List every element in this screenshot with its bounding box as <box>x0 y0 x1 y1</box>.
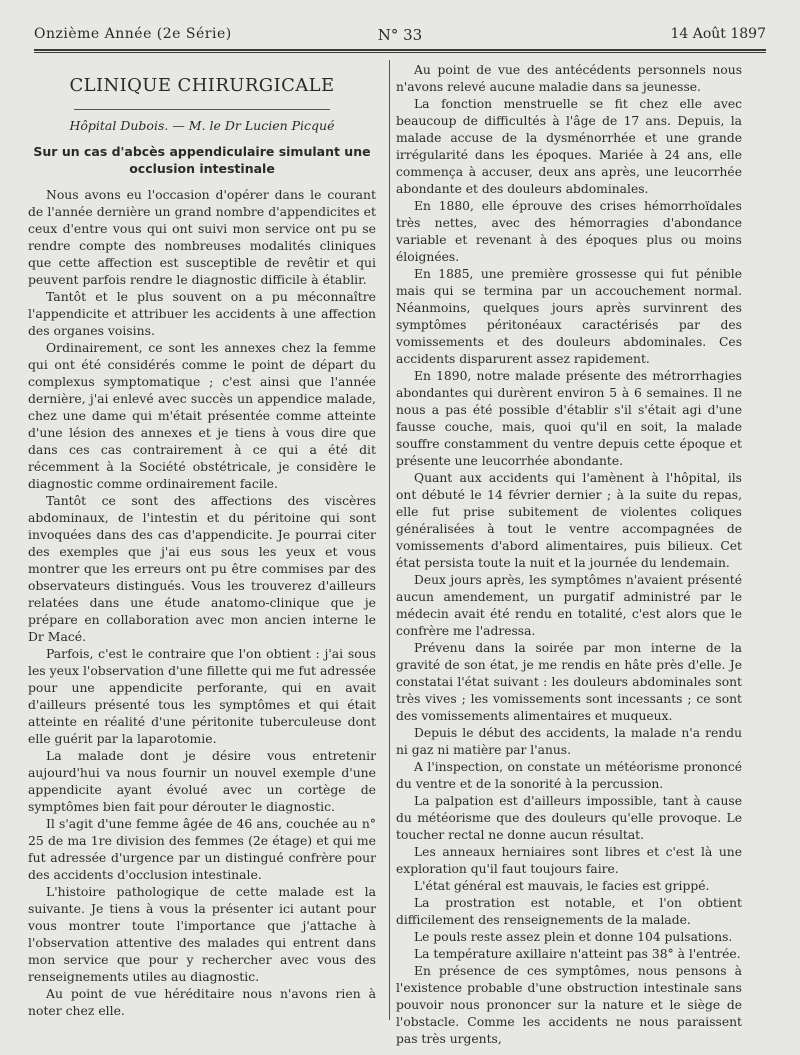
paragraph: Quant aux accidents qui l'amènent à l'hôpital, ils ont débuté le 14 février dernier ; à la suite du repas, elle fut prise subitement de violentes coliques généralisées à tout le ventre accompagnées de vomissements d'abord alimentaires, puis bilieux. Cet état persista toute la nuit et la journée du lendemain. <box>396 471 742 570</box>
paragraph: L'histoire pathologique de cette malade est la suivante. Je tiens à vous la présenter ici autant pour vous montrer toute l'importance que j'attache à l'observation attentive des malades qui entrent dans mon service que pour y rechercher avec vous des renseignements utiles au diagnostic. <box>28 884 376 984</box>
issue-date: 14 Août 1897 <box>670 26 766 42</box>
header-rule-thin <box>34 52 766 53</box>
paragraph: A l'inspection, on constate un météorisme prononcé du ventre et de la sonorité à la percussion. <box>396 760 742 791</box>
paragraph: L'état général est mauvais, le facies est grippé. <box>414 879 710 893</box>
left-column <box>28 62 376 1019</box>
section-title: CLINIQUE CHIRURGICALE <box>69 75 335 96</box>
paragraph: La malade dont je désire vous entretenir aujourd'hui va nous fournir un nouvel exemple d'une appendicite ayant évolué avec un cortège de symptômes bien fait pour dérouter le diagnostic. <box>28 748 376 814</box>
issue-number: N° 33 <box>377 26 423 44</box>
paragraph: Deux jours après, les symptômes n'avaient présenté aucun amendement, un purgatif administré par le médecin avait été rendu en totalité, c'est alors que le confrère me l'adressa. <box>396 573 742 638</box>
issue-label: Onzième Année (2e Série) <box>34 26 232 42</box>
paragraph: En présence de ces symptômes, nous pensons à l'existence probable d'une obstruction intestinale sans pouvoir nous prononcer sur la nature et le siège de l'obstacle. Comme les accidents ne nous paraissent pas très urgents, <box>396 964 742 1046</box>
byline: Hôpital Dubois. — M. le Dr Lucien Picqué <box>69 118 335 133</box>
paragraph: La température axillaire n'atteint pas 38° à l'entrée. <box>414 947 741 961</box>
paragraph: La fonction menstruelle se fit chez elle avec beaucoup de difficultés à l'âge de 17 ans. Depuis, la malade accuse de la dysménorrhée et une grande irrégularité dans les époques. Mariée à 24 ans, elle commença à accuser, deux ans après, une leucorrhée abondante et des douleurs abdominales. <box>396 97 742 196</box>
paragraph: Depuis le début des accidents, la malade n'a rendu ni gaz ni matière par l'anus. <box>396 726 742 757</box>
paragraph: Au point de vue des antécédents personnels nous n'avons relevé aucune maladie dans sa jeunesse. <box>396 63 742 94</box>
page-header <box>34 26 766 48</box>
header-rule <box>34 49 766 51</box>
title-underline <box>74 109 330 110</box>
paragraph: Parfois, c'est le contraire que l'on obtient : j'ai sous les yeux l'observation d'une fillette qui me fut adressée pour une appendicite perforante, qui en avait d'ailleurs présenté tous les symptômes et qui était atteinte en réalité d'une péritonite tuberculeuse dont elle guérit par la laparotomie. <box>28 646 376 746</box>
paragraph: Le pouls reste assez plein et donne 104 pulsations. <box>414 930 733 944</box>
paragraph: Les anneaux herniaires sont libres et c'est là une exploration qu'il faut toujours faire. <box>396 845 742 876</box>
paragraph: En 1890, notre malade présente des métrorrhagies abondantes qui durèrent environ 5 à 6 semaines. Il ne nous a pas été possible d'établir s'il s'était agi d'une fausse couche, mais, quoi qu'il en soit, la malade souffre constamment du ventre depuis cette époque et présente une leucorrhée abondante. <box>396 369 742 468</box>
column-divider <box>389 60 390 1020</box>
paragraph: La palpation est d'ailleurs impossible, tant à cause du météorisme que des douleurs qu'elle provoque. Le toucher rectal ne donne aucun résultat. <box>396 794 742 842</box>
paragraph: Au point de vue héréditaire nous n'avons rien à noter chez elle. <box>28 986 376 1018</box>
paragraph: La prostration est notable, et l'on obtient difficilement des renseignements de la malade. <box>396 896 742 927</box>
paragraph: Tantôt et le plus souvent on a pu méconnaître l'appendicite et attribuer les accidents à une affection des organes voisins. <box>28 289 376 338</box>
paragraph: Nous avons eu l'occasion d'opérer dans le courant de l'année dernière un grand nombre d'appendicites et ceux d'entre vous qui ont suivi mon service ont pu se rendre compte des nombreuses modalités cliniques que cette affection est susceptible de revêtir et qui peuvent parfois rendre le diagnostic difficile à établir. <box>28 187 376 287</box>
paragraph: Ordinairement, ce sont les annexes chez la femme qui ont été considérés comme le point de départ du complexus symptomatique ; c'est ainsi que l'année dernière, j'ai enlevé avec succès un appendice malade, chez une dame qui m'était présentée comme atteinte d'une lésion des annexes et je tiens à vous dire que dans ces cas contrairement à ce qui a été dit récemment à la Société obstétricale, je considère le diagnostic comme ordinairement facile. <box>28 340 376 491</box>
article-title: Sur un cas d'abcès appendiculaire simulant une occlusion intestinale <box>33 144 371 176</box>
paragraph: Tantôt ce sont des affections des viscères abdominaux, de l'intestin et du péritoine qui sont invoquées dans des cas d'appendicite. Je pourrai citer des exemples que j'ai eus sous les yeux et vous montrer que les erreurs ont pu être commises par des observateurs distingués. Vous les trouverez d'ailleurs relatées dans une étude anatomo-clinique que je prépare en collaboration avec mon ancien interne le Dr Macé. <box>28 493 376 644</box>
paragraph: En 1885, une première grossesse qui fut pénible mais qui se termina par un accouchement normal. Néanmoins, quelques jours après survinrent des symptômes péritonéaux caractérisés par des vomissements et des douleurs abdominales. Ces accidents disparurent assez rapidement. <box>396 267 742 366</box>
paragraph: Il s'agit d'une femme âgée de 46 ans, couchée au n° 25 de ma 1re division des femmes (2e étage) et qui me fut adressée d'urgence par un distingué confrère pour des accidents d'occlusion intestinale. <box>28 816 376 882</box>
paragraph: Prévenu dans la soirée par mon interne de la gravité de son état, je me rendis en hâte près d'elle. Je constatai l'état suivant : les douleurs abdominales sont très vives ; les vomissements sont incessants ; ce sont des vomissements alimentaires et muqueux. <box>396 641 742 723</box>
paragraph: En 1880, elle éprouve des crises hémorrhoïdales très nettes, avec des hémorragies d'abondance variable et revenant à des époques plus ou moins éloignées. <box>396 199 742 264</box>
right-column <box>396 62 742 1048</box>
